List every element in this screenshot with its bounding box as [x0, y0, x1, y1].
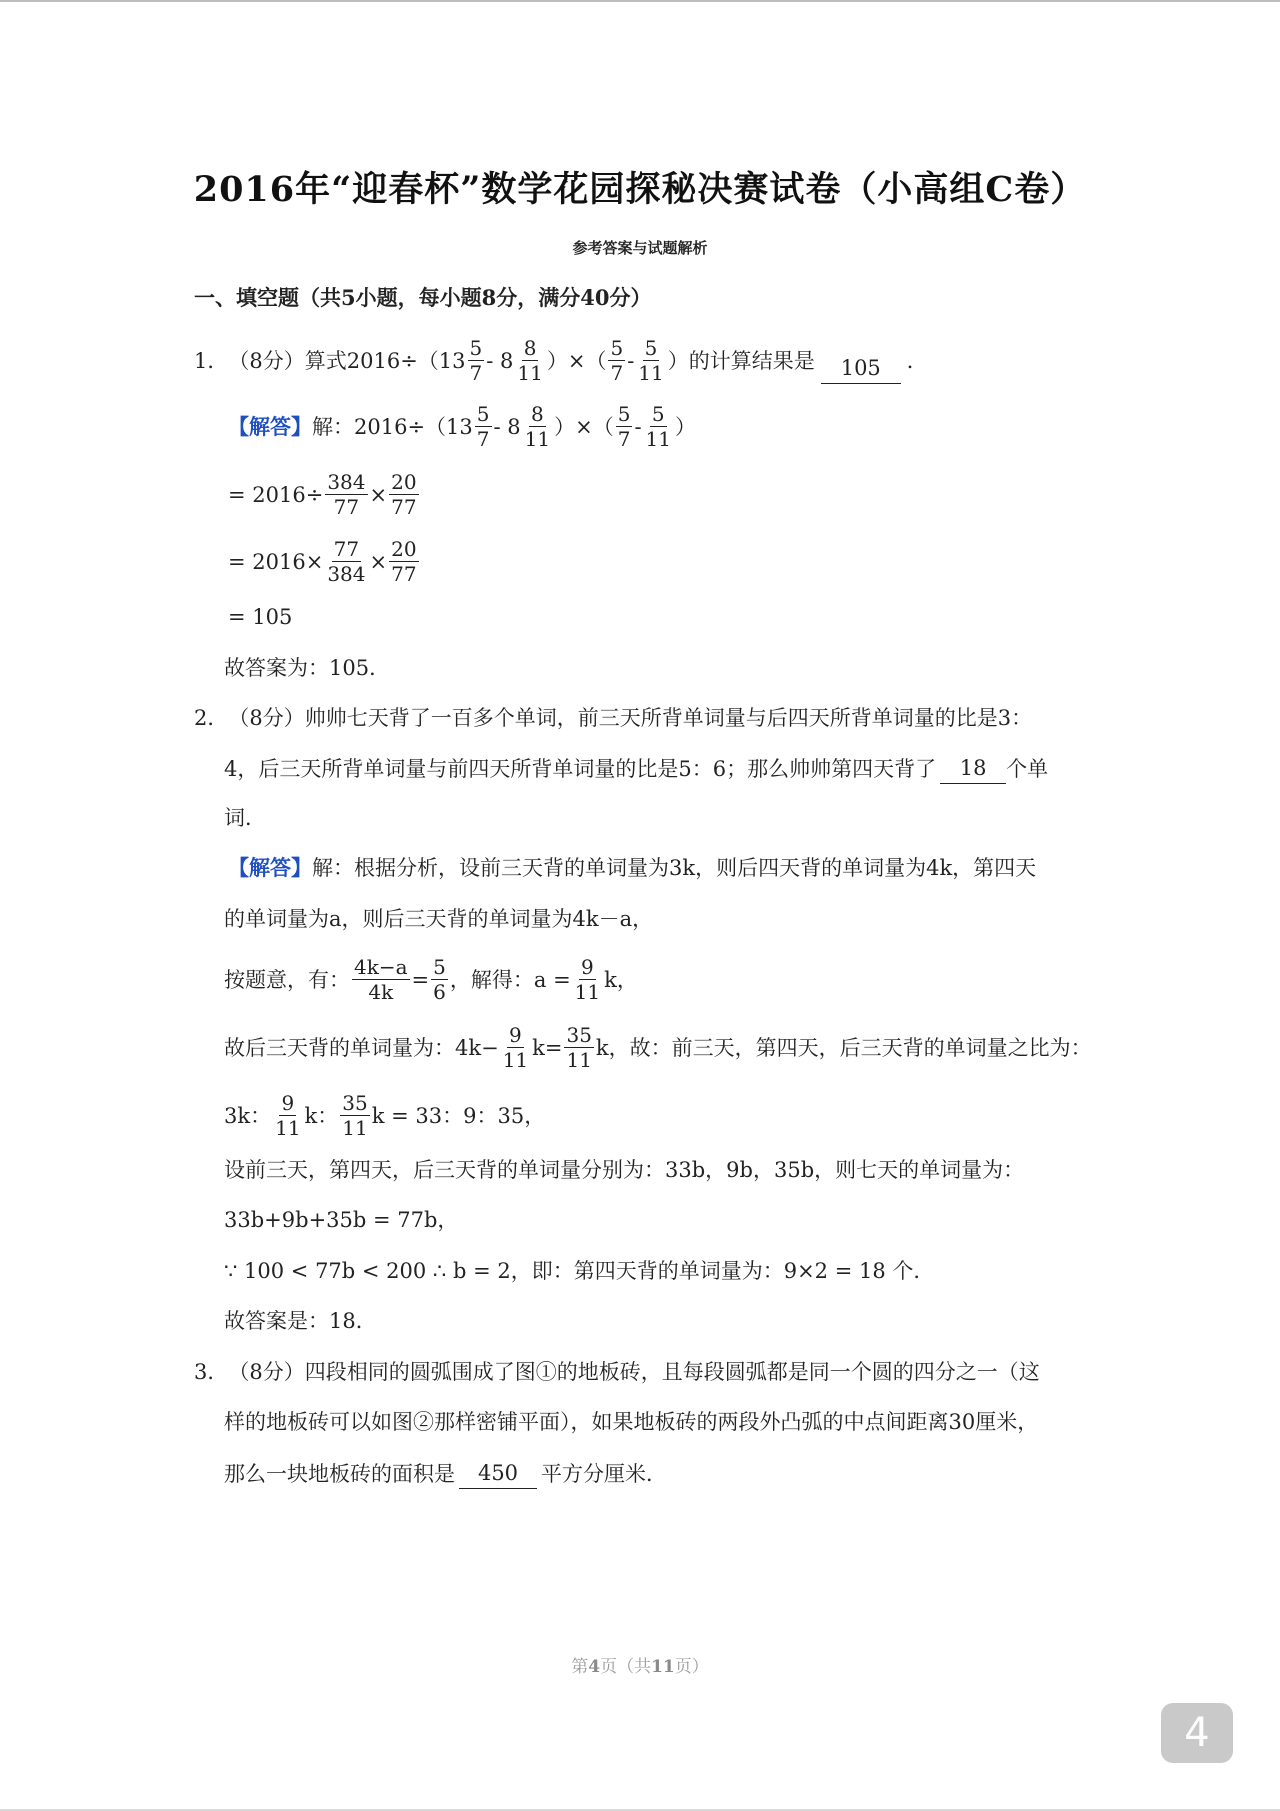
- q3-answer-blank: 450: [459, 1458, 537, 1489]
- q3-statement-line-2: 样的地板砖可以如图②那样密铺平面），如果地板砖的两段外凸弧的中点间距离30厘米，: [224, 1410, 1039, 1434]
- fraction: $\frac{20}{77}$: [391, 470, 417, 519]
- q1-solution-text: - 8: [493, 414, 521, 439]
- fraction: $\frac{35}{11}$: [566, 1023, 592, 1072]
- q2-solution-text: ，解得：a =: [449, 967, 571, 992]
- step-text: ×: [369, 549, 388, 574]
- solution-tag: 【解答】: [228, 855, 312, 880]
- q3-text: 那么一块地板砖的面积是: [224, 1461, 455, 1486]
- q1-text: 算式2016÷（13: [304, 348, 466, 373]
- fraction: $\frac{9}{11}$: [574, 955, 601, 1004]
- page-footer: [0, 1652, 1280, 1677]
- q2-text: 个单: [1006, 756, 1049, 781]
- q2-solution-text: =: [411, 967, 430, 992]
- q1-step-2: [228, 539, 421, 584]
- fraction: $\frac{35}{11}$: [342, 1091, 368, 1140]
- fraction: $\frac{8}{11}$: [517, 336, 543, 385]
- solution-tag: 【解答】: [228, 413, 312, 439]
- fraction: $\frac{5}{11}$: [645, 402, 671, 451]
- q2-solution-line-4: [224, 1025, 1092, 1070]
- q2-solution-line-8: ∵ 100 < 77b < 200 ∴ b = 2，即：第四天背的单词量为：9×2 = 18 个．: [224, 1259, 935, 1283]
- q1-text: ）的计算结果是: [667, 348, 815, 373]
- q1-text: ）×（: [546, 348, 607, 373]
- top-border: [0, 0, 1280, 2]
- q1-solution-head: [228, 404, 696, 449]
- footer-page-number: 4: [588, 1657, 601, 1677]
- q2-statement-line-2: [224, 753, 1048, 784]
- q2-solution-line-3: [224, 957, 638, 1002]
- page-indicator-badge[interactable]: 4: [1161, 1703, 1233, 1763]
- q2-statement-line-3: 词．: [224, 806, 266, 830]
- section-heading: 一、填空题（共5小题，每小题8分，满分40分）: [194, 285, 652, 310]
- footer-text: 第: [571, 1657, 589, 1677]
- q2-solution-text: 按题意，有：: [224, 967, 350, 992]
- q1-solution-text: -: [634, 414, 642, 439]
- q3-statement-line-3: [224, 1458, 667, 1489]
- fraction: $\frac{77}{384}$: [327, 537, 366, 586]
- fraction: $\frac{5}{7}$: [476, 402, 490, 451]
- q2-solution-line-2: 的单词量为a，则后三天背的单词量为4k－a，: [224, 907, 654, 931]
- q2-number: 2．: [194, 706, 229, 730]
- q2-statement-line-1: [194, 703, 1032, 733]
- q3-number: 3．: [194, 1360, 229, 1384]
- q2-solution-text: 解：根据分析，设前三天背的单词量为3k，则后四天背的单词量为4k，第四天: [312, 856, 1037, 880]
- q1-solution-text: 解：2016÷（13: [312, 414, 473, 439]
- step-text: = 2016÷: [228, 482, 324, 507]
- q3-text: （8分）四段相同的圆弧围成了图①的地板砖，且每段圆弧都是同一个圆的四分之一（这: [228, 1360, 1040, 1384]
- q1-statement: [194, 338, 928, 383]
- q2-solution-text: k=: [532, 1035, 563, 1060]
- fraction: $\frac{4k-a}{4k}$: [354, 955, 408, 1004]
- q2-conclusion: 故答案是：18．: [224, 1309, 377, 1333]
- step-text: = 2016×: [228, 549, 324, 574]
- q2-solution-text: k，: [604, 967, 638, 992]
- fraction: $\frac{5}{11}$: [638, 336, 664, 385]
- q2-answer-blank: 18: [940, 753, 1006, 784]
- q1-text: ．: [906, 348, 928, 373]
- fraction: $\frac{384}{77}$: [327, 470, 366, 519]
- q1-number: 1．: [194, 348, 229, 373]
- q3-statement-line-1: [194, 1357, 1040, 1387]
- q2-solution-text: k = 33：9：35，: [371, 1103, 546, 1128]
- fraction: $\frac{20}{77}$: [391, 537, 417, 586]
- q2-solution-line-6: 设前三天，第四天，后三天背的单词量分别为：33b，9b，35b，则七天的单词量为：: [224, 1158, 1025, 1182]
- q2-solution-text: 故后三天背的单词量为：4k−: [224, 1035, 499, 1060]
- footer-total-pages: 11: [651, 1657, 675, 1677]
- q1-score: （8分）: [228, 348, 305, 373]
- step-text: ×: [369, 482, 388, 507]
- fraction: $\frac{5}{7}$: [610, 336, 624, 385]
- footer-text: 页）: [674, 1657, 709, 1677]
- fraction: $\frac{5}{7}$: [617, 402, 631, 451]
- footer-text: 页（共: [600, 1657, 652, 1677]
- fraction: $\frac{5}{6}$: [433, 955, 446, 1004]
- q2-text: 4，后三天所背单词量与前四天所背单词量的比是5：6；那么帅帅第四天背了: [224, 756, 937, 781]
- q1-step-1: [228, 472, 421, 517]
- q3-text: 平方分厘米．: [541, 1461, 667, 1486]
- fraction: $\frac{9}{11}$: [275, 1091, 301, 1140]
- q1-answer-blank: 105: [821, 353, 901, 384]
- q2-solution-text: k：: [304, 1103, 339, 1128]
- q1-text: - 8: [486, 348, 514, 373]
- fraction: $\frac{9}{11}$: [502, 1023, 529, 1072]
- document-subtitle: 参考答案与试题解析: [572, 239, 708, 257]
- q1-conclusion: 故答案为：105．: [224, 656, 391, 680]
- document-title: 2016年“迎春杯”数学花园探秘决赛试卷（小高组C卷）: [193, 169, 1087, 210]
- q2-solution-text: 3k：: [224, 1103, 272, 1128]
- q2-solution-line-7: 33b+9b+35b = 77b，: [224, 1208, 459, 1232]
- fraction: $\frac{5}{7}$: [469, 336, 483, 385]
- q1-solution-text: ）×（: [554, 414, 614, 439]
- q2-solution-line-5: [224, 1093, 545, 1138]
- q2-solution-text: k，故：前三天，第四天，后三天背的单词量之比为：: [595, 1035, 1092, 1060]
- q1-text: -: [627, 348, 635, 373]
- q2-solution-line-1: [228, 853, 1036, 883]
- q1-solution-text: ）: [675, 414, 696, 439]
- q2-text: （8分）帅帅七天背了一百多个单词，前三天所背单词量与后四天所背单词量的比是3：: [228, 706, 1033, 730]
- fraction: $\frac{8}{11}$: [524, 402, 551, 451]
- q1-step-3: = 105: [228, 605, 293, 629]
